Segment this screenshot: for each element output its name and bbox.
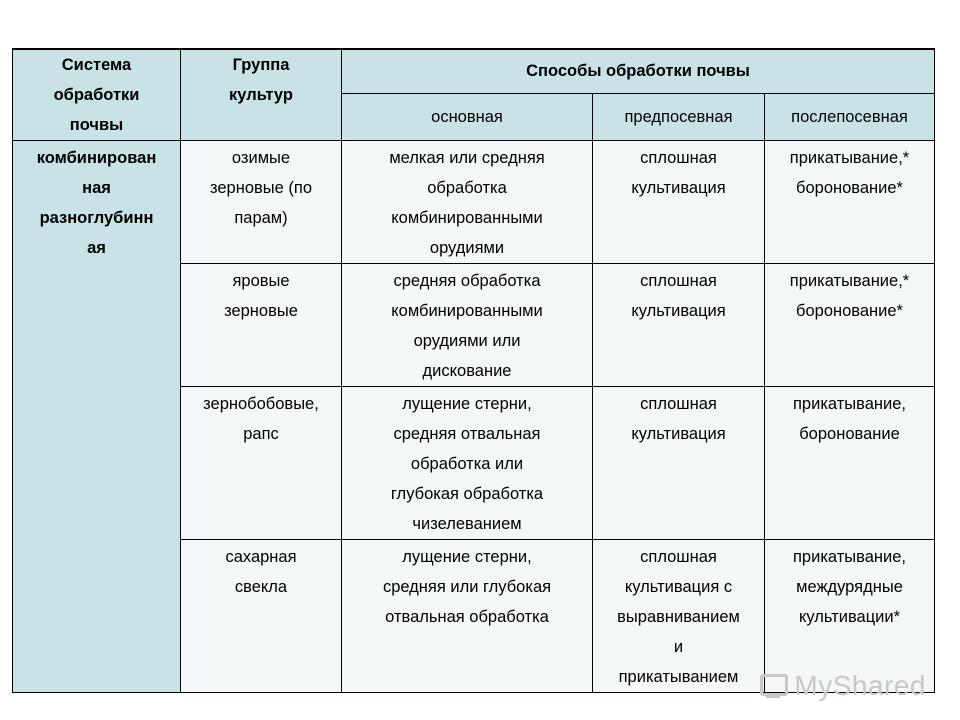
header-methods <box>342 49 935 93</box>
row-group-label: яровые зерновые <box>224 272 298 320</box>
row-presow-label: сплошная культивация <box>631 395 726 443</box>
row-main-label: средняя обработка комбинированными орудиями или дискование <box>391 272 543 380</box>
row-postsow-label: прикатывание,* боронование* <box>789 272 910 320</box>
row-postsow <box>765 264 935 387</box>
row-postsow <box>765 141 935 264</box>
header-system-label: Система обработки почвы <box>53 56 140 134</box>
row-group-label: сахарная свекла <box>225 548 297 596</box>
row-presow-label: сплошная культивация <box>631 149 726 197</box>
header-main <box>342 93 593 140</box>
row-main <box>342 264 593 387</box>
header-postsow-label: послепосевная <box>791 107 908 126</box>
row-presow <box>593 141 765 264</box>
row-main <box>342 387 593 540</box>
row-group-label: зернобобовые, рапс <box>203 395 319 443</box>
header-main-label: основная <box>431 107 503 126</box>
row-main <box>342 540 593 693</box>
row-main <box>342 141 593 264</box>
row-postsow-label: прикатывание, междурядные культивации* <box>793 548 906 626</box>
row-postsow-label: прикатывание, боронование <box>793 395 906 443</box>
system-value <box>13 141 181 693</box>
row-group <box>181 264 342 387</box>
table-row <box>13 141 935 264</box>
presentation-icon <box>758 672 788 700</box>
row-presow <box>593 540 765 693</box>
row-main-label: лущение стерни, средняя или глубокая отвальная обработка <box>382 548 552 626</box>
row-group <box>181 141 342 264</box>
row-group <box>181 387 342 540</box>
watermark <box>758 670 926 702</box>
watermark-text: MyShared <box>794 670 926 701</box>
system-value-label: комбинирован ная разноглубинн ая <box>36 149 157 257</box>
row-group <box>181 540 342 693</box>
header-methods-label: Способы обработки почвы <box>526 62 750 81</box>
row-postsow <box>765 387 935 540</box>
soil-treatment-table <box>12 48 935 693</box>
header-group-label: Группа культур <box>229 56 293 104</box>
row-presow <box>593 387 765 540</box>
row-presow <box>593 264 765 387</box>
header-postsow <box>765 93 935 140</box>
row-presow-label: сплошная культивация <box>631 272 726 320</box>
row-main-label: лущение стерни, средняя отвальная обработка или глубокая обработка чизелеванием <box>390 395 544 533</box>
header-system <box>13 49 181 141</box>
header-group <box>181 49 342 141</box>
row-group-label: озимые зерновые (по парам) <box>209 149 312 227</box>
row-presow-label: сплошная культивация с выравниванием и прикатыванием <box>617 548 740 686</box>
header-presow-label: предпосевная <box>624 107 733 126</box>
row-main-label: мелкая или средняя обработка комбинированными орудиями <box>389 149 545 257</box>
header-presow <box>593 93 765 140</box>
row-postsow-label: прикатывание,* боронование* <box>789 149 910 197</box>
